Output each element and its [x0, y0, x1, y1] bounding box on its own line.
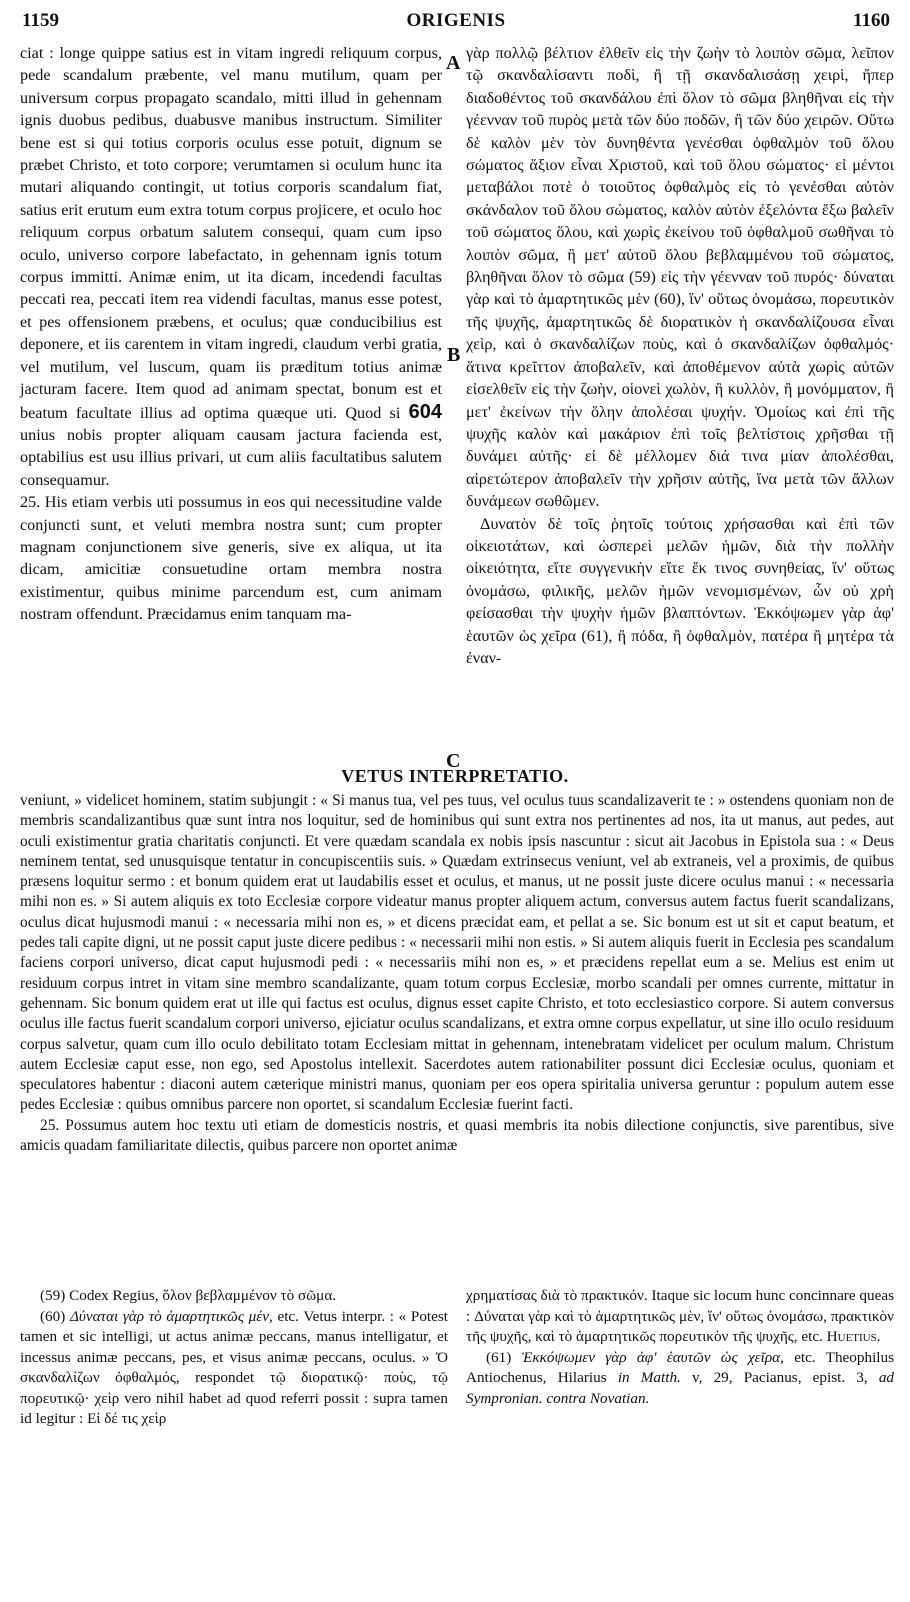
latin-text: ciat : longe quippe satius est in vitam ingredi reliquum corpus, pede scandalum præbente, vel manu mutilum, quam per universum corpus propagato scandalo, mitti illud in gehennam ignis duobus pedibus, duabusve manibus instructum. Similiter bene est si qui totius corporis oculus esse potuit, dignum se præbet Christo, et toto corpore; verumtamen si oculum hunc ita mutari aliquando contingit, ut totius corporis scandalum fiat, satius erit erutum eum extra totum corpus projicere, et oculo hoc reliquum corpus orbatum salutem consequi, quam cum ipso oculo, universo corpore labefactato, in gehennam ignis totum corpus immitti. Animæ enim, ut ita dicam, incedendi facultas peccati rea, peccati item rea videndi facultas, manus esse potest, et pes offensionem præbens, et oculus; quæ conducibilius est deponere, et iis carentem in vitam ingredi, claudum verbi gratia, vel mutilum, vel luscum, quam iis præditum totius animæ jacturam facere. Item quod ad animam spectat, bonum est et beatum facultate illius ad optima quæque uti. Quod si [20, 44, 442, 422]
footnotes-right [466, 1286, 894, 1409]
latin-text: unius nobis propter aliquam causam jactura facienda est, optabilius est usu illius privari, ut cum aliis facultatibus salutem consequamur. [20, 425, 442, 489]
footnote-text: etc. Vetus interpr. : « Potest tamen et sic intelligi, ut actus animæ peccans, manus intelligatur, et incessus animæ peccans, pes, et visus animæ peccans, oculus. » Ὁ σκανδαλίζων ὀφθαλμός, respondet τῷ διορατικῷ· ποὺς, τῷ πορευτικῷ· χεὶρ vero nihil habet ad quod referri possit : supra tamen id legitur : Εἰ δέ τις χεὶρ [20, 1307, 448, 1427]
footnote-61 [466, 1348, 894, 1410]
page-header [22, 10, 890, 40]
margin-marker-c: C [446, 750, 461, 772]
page-number-left: 1159 [22, 10, 59, 31]
vetus-interpretatio [20, 791, 894, 1156]
footnote-text: v, 29, Pacianus, epist. 3, [692, 1369, 868, 1386]
greek-paragraph-2: Δυνατὸν δὲ τοῖς ῥητοῖς τούτοις χρήσασθαι καὶ ἐπὶ τῶν οἰκειοτάτων, καὶ ὡσπερεὶ μελῶν ἡμῶν, διὰ τὴν πολλὴν οἰκειότητα, εἴτε συγγενικὴν εἴτε ἔκ τινος συνηθείας, ἵν' οὕτως ὀνομάσω, φιλικῆς, μελῶν ἡμῶν νενομισμένων, ὧν οὐ χρὴ φείσασθαι τὴν ψυχὴν ἡμῶν βλαπτόντων. Ἐκκόψωμεν γὰρ ἀφ' ἑαυτῶν ὡς χεῖρα (61), ἢ πόδα, ἢ ὀφθαλμὸν, πατέρα ἢ μητέρα τὰ ἐναν- [466, 514, 894, 667]
footnote-label: (59) Codex Regius, [40, 1287, 159, 1304]
footnote-quote: Ἐκκόψωμεν γὰρ ἀφ' ἑαυτῶν ὡς χεῖρα, [521, 1348, 784, 1366]
footnote-author: Huetius. [826, 1328, 881, 1345]
footnote-reference: in Matth. [617, 1369, 681, 1386]
footnote-60-continued [466, 1286, 894, 1348]
footnote-60 [20, 1307, 448, 1430]
footnote-quote: Δύναται γὰρ τὸ ἁμαρτητικῶς μέν, [69, 1307, 273, 1325]
greek-column [466, 42, 894, 669]
footnote-label: (60) [40, 1307, 66, 1325]
footnote-text: etc. Theophilus Antiochenus, Hilarius [466, 1348, 895, 1386]
running-title: ORIGENIS [406, 10, 506, 31]
footnote-reference: ad Sympronian. contra Novatian. [466, 1369, 895, 1407]
greek-paragraph: γὰρ πολλῷ βέλτιον ἐλθεῖν εἰς τὴν ζωὴν τὸ λοιπὸν σῶμα, λεῖπον τῷ σκανδαλίσαντι ποδὶ, ἢ τῇ σκανδαλισάσῃ χειρὶ, ἤπερ διαδοθέντος τοῦ σκανδάλου ἐπὶ ὅλον τὸ σῶμα βληθῆναι εἰς τὴν γέενναν τοῦ πυρὸς μετὰ τῶν δύο ποδῶν, ἢ τῶν δύο χειρῶν. Οὕτω δὲ καλὸν μὲν τὸν δυνηθέντα γενέσθαι ὀφθαλμὸν τοῦ ὅλου σώματος ἄξιον εἶναι Χριστοῦ, καὶ τοῦ ὅλου σώματος· εἰ μέντοι μεταβάλοι ποτὲ ὁ τοιοῦτος ὀφθαλμὸς εἰς τὸ γενέσθαι αὐτὸν σκάνδαλον τοῦ ὅλου σώματος, καλὸν αὐτὸν ἐξελόντα ἔξω βαλεῖν τοῦ σώματος ὅλου, καὶ χωρὶς ἐκείνου τοῦ ὀφθαλμοῦ σωθῆναι τὸ λοιπὸν σῶμα, ἢ μετ' αὐτοῦ ὅλου βεβλαμμένου τοῦ σώματος, βληθῆναι ὅλον τὸ σῶμα (59) εἰς τὴν γέενναν τοῦ πυρός· δύναται γὰρ καὶ τὸ ἁμαρτητικῶς μὲν (60), ἵν' οὕτως ὀνομάσω, πορευτικὸν τῆς ψυχῆς, ἁμαρτητικῶς δὲ διορατικὸν ἡ σκανδαλίζουσα εἶναι χεὶρ, καὶ ὁ σκανδαλίζων ποὺς, καὶ ὁ σκανδαλίζων ὀφθαλμός· ἅτινα κρεῖττον ἀποβαλεῖν, καὶ ἀποθέμενον αὐτὰ χωρὶς αὐτῶν εἰσελθεῖν εἰς τὴν ζωὴν, οἱονεὶ χωλὸν, ἢ κυλλὸν, ἢ μονόμματον, ἢ μετ' ἐκείνων τὴν ὅλην ἀπολέσαι ψυχήν. Ὁμοίως καὶ ἐπὶ τῆς ψυχῆς καλὸν καὶ μακάριον ἐπὶ τοῖς βελτίστοις χρῆσθαι τῇ δυνάμει αὐτῆς· εἰ δὲ μέλλομεν διά τινα μίαν ἀπολέσθαι, αἱρετώτερον ἀποβαλεῖν τὴν χρῆσιν αὐτῆς, ἵνα μετὰ τῶν ἄλλων δυνάμεων σωθῶμεν. [466, 44, 894, 511]
page-marker-number: 604 [408, 400, 442, 423]
margin-marker-a: A [446, 52, 461, 74]
latin-paragraph-25: 25. His etiam verbis uti possumus in eos qui necessitudine valde conjuncti sunt, et veluti membra nostra sunt; cum propter magnam conjunctionem sive generis, sive ex aliqua, ut ita dicam, amicitiæ consuetudine ortam membra nostra existimentur, quibus minime parcendum est, cum animam nostram offendunt. Præcidamus enim tanquam ma- [20, 493, 442, 624]
latin-column [20, 42, 442, 626]
margin-marker-b: B [447, 344, 461, 366]
vetus-paragraph: veniunt, » videlicet hominem, statim subjungit : « Si manus tua, vel pes tuus, vel oculus tuus scandalizaverit te : » ostendens quoniam non de membris scandalizantibus quæ sunt intra nos loquitur, sed de hominibus qui sunt extra nos pertinentes ad nos, ita ut manus, aut pedes, aut oculi existimentur gratia charitatis conjuncti. Et vere quædam scandala ex nobis ipsis nascuntur : sicut ait Jacobus in Epistola sua : « Deus neminem tentat, sed unusquisque tentatur in concupiscentiis suis. » Quædam extrinsecus veniunt, vel ab extraneis, vel a proximis, de quibus præsens loquitur sermo : et bonum quidem erat ut laudabilis esset et oculus, et manus, ut ne possit juste dicere oculus manui : « necessaria mihi non es. » Si autem aliquis ex toto Ecclesiæ corpore videatur manus propter aliquem actum, conversus autem factus fuerit scandalizans, oculus dicat hujusmodi manui : « necessaria mihi non es, » et dicens præcidat eam, et pellat a se. Sic bonum est ut sit et caput beatum, et pedes tali capite digni, ut ne possit caput juste dicere pedibus : « necessarii mihi non estis. » Si autem aliquis fuerit in Ecclesia pes scandalum faciens corpori universo, dicat caput hujusmodi pedi : « necessariis mihi non es, » et præcidens repellat eum a se. Melius est enim ut residuum corpus intret in vitam sine membro scandalizante, quam totum corpus Ecclesiæ, morbo scandali per omnes currente, mittatur in gehennam. Sic bonum quidem erat ut ille qui factus est oculus, dignus esset capite Christo, et toto ecclesiastico corpore. Si autem conversus oculus ille factus fuerit scandalum corpori universo, ejiciatur oculus scandalizans, et extra omne corpus expellatur, ut sine illo oculo residuum corpus salvetur, quam cum illo oculo debilitato totam Ecclesiam mittat in gehennam, intenebratam videlicet per oculum malum. Christum autem Ecclesiæ caput esse, non ego, sed Apostolus intellexit. Sacerdotes autem rationabiliter possunt dici Ecclesiæ oculus, quoniam et speculatores habentur : diaconi autem cæterique ministri manus, quoniam per eos opera spiritalia universa geruntur : populum autem esse pedes Ecclesiæ : quibus omnibus parcere non oportet, si scandalum Ecclesiæ fuerint facti. [20, 792, 894, 1114]
footnote-text: ὅλον βεβλαμμένον τὸ σῶμα. [162, 1287, 337, 1304]
vetus-title: VETUS INTERPRETATIO. [341, 766, 569, 786]
footnote-text: χρηματίσας διὰ τὸ πρακτικόν. Itaque sic locum hunc concinnare queas : Δύναται γὰρ καὶ τὸ ἁμαρτητικῶς μὲν, ἵν' οὕτως ὀνομάσω, πρακτικὸν τῆς ψυχῆς, καὶ τὸ ἁμαρτητικῶς πορευτικὸν τῆς ψυχῆς, etc. [466, 1287, 894, 1345]
page-number-right: 1160 [853, 10, 890, 31]
footnote-label: (61) [486, 1348, 512, 1366]
footnote-59 [20, 1286, 448, 1307]
latin-paragraph [20, 42, 442, 491]
vetus-paragraph-25: 25. Possumus autem hoc textu uti etiam de domesticis nostris, et quasi membris ita nobis dilectione conjunctis, sive parentibus, sive amicis quadam familiaritate dilectis, quibus parcere non oportet animæ [20, 1116, 894, 1155]
footnotes-left [20, 1286, 448, 1430]
